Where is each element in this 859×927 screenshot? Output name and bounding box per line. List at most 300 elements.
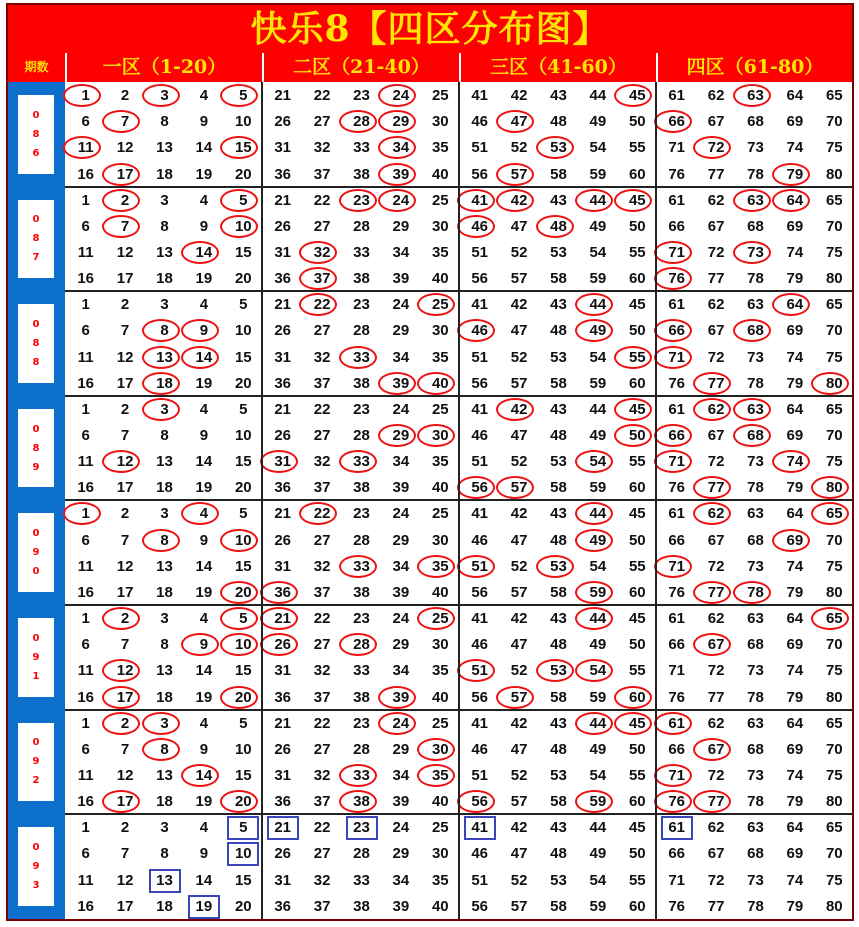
lottery-number: 75	[825, 348, 843, 366]
lottery-number: 52	[510, 348, 528, 366]
lottery-number: 76	[668, 270, 686, 288]
lottery-number: 38	[353, 165, 370, 183]
lottery-number: 22	[313, 505, 331, 523]
lottery-number: 42	[510, 610, 528, 628]
lottery-number: 6	[81, 427, 90, 445]
lottery-number: 69	[786, 113, 804, 131]
lottery-number: 22	[313, 87, 331, 105]
lottery-number: 55	[628, 139, 646, 157]
lottery-number: 31	[274, 243, 292, 261]
lottery-number: 29	[392, 113, 410, 131]
lottery-number: 26	[274, 322, 292, 340]
lottery-number: 63	[747, 296, 764, 314]
lottery-number: 44	[589, 714, 607, 732]
lottery-number: 56	[471, 793, 489, 811]
lottery-number: 77	[707, 374, 725, 392]
lottery-number: 16	[77, 479, 95, 497]
lottery-number: 8	[160, 427, 169, 445]
lottery-number: 11	[77, 453, 94, 471]
lottery-number: 10	[234, 636, 252, 654]
lottery-number: 35	[431, 766, 449, 784]
lottery-number: 12	[116, 453, 134, 471]
lottery-number: 40	[431, 897, 449, 915]
lottery-number: 4	[199, 714, 209, 732]
lottery-number: 42	[510, 191, 528, 209]
lottery-number: 25	[431, 296, 449, 314]
period-digit: 9	[32, 651, 40, 663]
lottery-number: 24	[392, 610, 410, 628]
lottery-number: 6	[81, 636, 90, 654]
lottery-number: 1	[81, 400, 90, 418]
lottery-number: 32	[313, 243, 331, 261]
lottery-number: 77	[707, 793, 725, 811]
lottery-number: 70	[825, 531, 843, 549]
lottery-number: 26	[274, 845, 292, 863]
lottery-number: 54	[589, 243, 607, 261]
lottery-number: 35	[431, 662, 449, 680]
lottery-number: 57	[510, 479, 528, 497]
lottery-number: 5	[239, 714, 248, 732]
lottery-number: 79	[786, 583, 804, 601]
lottery-number: 51	[471, 871, 489, 889]
lottery-number: 32	[313, 766, 331, 784]
lottery-number: 44	[589, 400, 607, 418]
lottery-number: 32	[313, 662, 331, 680]
lottery-number: 32	[313, 453, 331, 471]
lottery-number: 17	[116, 479, 134, 497]
lottery-number: 8	[160, 740, 169, 758]
lottery-number: 13	[156, 871, 173, 889]
lottery-number: 23	[353, 87, 370, 105]
lottery-number: 74	[786, 871, 804, 889]
lottery-number: 2	[120, 505, 130, 523]
lottery-number: 47	[510, 845, 528, 863]
lottery-number: 76	[668, 374, 686, 392]
lottery-number: 40	[431, 165, 449, 183]
lottery-number: 42	[510, 505, 528, 523]
lottery-number: 35	[431, 139, 449, 157]
lottery-number: 9	[199, 845, 209, 863]
lottery-number: 67	[707, 322, 725, 340]
lottery-number: 16	[77, 583, 95, 601]
lottery-number: 42	[510, 87, 528, 105]
lottery-number: 80	[825, 583, 843, 601]
lottery-number: 30	[431, 427, 449, 445]
period-label	[18, 827, 54, 906]
lottery-number: 59	[589, 165, 607, 183]
lottery-number: 10	[234, 217, 252, 235]
lottery-number: 6	[81, 531, 90, 549]
lottery-number: 27	[313, 845, 331, 863]
lottery-number: 75	[825, 766, 843, 784]
lottery-number: 73	[747, 871, 764, 889]
lottery-number: 43	[550, 505, 567, 523]
lottery-number: 55	[628, 453, 646, 471]
lottery-number: 6	[81, 322, 90, 340]
lottery-number: 11	[77, 139, 94, 157]
lottery-number: 35	[431, 243, 449, 261]
lottery-number: 10	[234, 740, 252, 758]
lottery-number: 26	[274, 531, 292, 549]
lottery-number: 57	[510, 793, 528, 811]
lottery-number: 43	[550, 87, 567, 105]
lottery-number: 65	[825, 610, 843, 628]
lottery-number: 67	[707, 845, 725, 863]
period-digit: 0	[32, 109, 40, 121]
period-digit: 0	[32, 632, 40, 644]
lottery-number: 11	[77, 662, 94, 680]
lottery-number: 73	[747, 453, 764, 471]
lottery-number: 48	[550, 113, 567, 131]
lottery-number: 69	[786, 322, 804, 340]
lottery-number: 1	[81, 819, 90, 837]
lottery-number: 56	[471, 374, 489, 392]
lottery-number: 49	[589, 845, 607, 863]
lottery-number: 25	[431, 505, 449, 523]
lottery-number: 46	[471, 845, 489, 863]
lottery-number: 19	[195, 688, 213, 706]
lottery-number: 53	[550, 348, 567, 366]
lottery-number: 24	[392, 505, 410, 523]
lottery-number: 39	[392, 793, 410, 811]
lottery-number: 66	[668, 636, 686, 654]
lottery-number: 9	[199, 427, 209, 445]
lottery-number: 33	[353, 871, 370, 889]
lottery-number: 12	[116, 243, 134, 261]
lottery-number: 59	[589, 897, 607, 915]
lottery-number: 29	[392, 531, 410, 549]
zone4-header: 四区（61-80）	[656, 53, 852, 82]
lottery-number: 23	[353, 400, 370, 418]
lottery-number: 9	[199, 740, 209, 758]
lottery-number: 15	[234, 453, 252, 471]
lottery-number: 67	[707, 636, 725, 654]
lottery-number: 38	[353, 479, 370, 497]
lottery-number: 49	[589, 531, 607, 549]
lottery-number: 53	[550, 871, 567, 889]
lottery-number: 4	[199, 505, 209, 523]
lottery-number: 33	[353, 348, 370, 366]
period-label	[18, 304, 54, 383]
lottery-number: 15	[234, 243, 252, 261]
lottery-number: 34	[392, 453, 410, 471]
lottery-number: 53	[550, 453, 567, 471]
lottery-number: 6	[81, 113, 90, 131]
lottery-number: 77	[707, 583, 725, 601]
lottery-number: 37	[313, 583, 331, 601]
lottery-number: 31	[274, 871, 292, 889]
lottery-number: 66	[668, 322, 686, 340]
lottery-number: 78	[747, 479, 764, 497]
lottery-number: 36	[274, 374, 292, 392]
lottery-number: 12	[116, 871, 134, 889]
lottery-number: 52	[510, 453, 528, 471]
lottery-number: 66	[668, 113, 686, 131]
lottery-number: 36	[274, 270, 292, 288]
lottery-number: 53	[550, 766, 567, 784]
lottery-number: 15	[234, 662, 252, 680]
lottery-number: 28	[353, 427, 370, 445]
lottery-number: 54	[589, 348, 607, 366]
lottery-number: 76	[668, 479, 686, 497]
lottery-number: 67	[707, 740, 725, 758]
zone-divider	[458, 82, 460, 919]
lottery-number: 77	[707, 479, 725, 497]
lottery-number: 40	[431, 479, 449, 497]
lottery-number: 42	[510, 714, 528, 732]
lottery-number: 10	[234, 531, 252, 549]
lottery-number: 49	[589, 217, 607, 235]
lottery-number: 59	[589, 374, 607, 392]
period-digit: 0	[32, 423, 40, 435]
lottery-number: 13	[156, 139, 173, 157]
lottery-number: 21	[274, 505, 292, 523]
lottery-number: 45	[628, 819, 646, 837]
lottery-number: 46	[471, 427, 489, 445]
lottery-number: 41	[471, 191, 489, 209]
lottery-number: 23	[353, 610, 370, 628]
lottery-number: 58	[550, 897, 567, 915]
lottery-number: 39	[392, 165, 410, 183]
lottery-number: 47	[510, 427, 528, 445]
lottery-number: 34	[392, 243, 410, 261]
lottery-number: 33	[353, 766, 370, 784]
lottery-number: 50	[628, 322, 646, 340]
period-digit: 8	[32, 128, 40, 140]
lottery-number: 39	[392, 479, 410, 497]
lottery-number: 78	[747, 897, 764, 915]
lottery-number: 35	[431, 348, 449, 366]
lottery-number: 10	[234, 322, 252, 340]
lottery-number: 66	[668, 217, 686, 235]
lottery-number: 62	[707, 610, 725, 628]
lottery-number: 31	[274, 139, 292, 157]
lottery-number: 59	[589, 793, 607, 811]
lottery-number: 12	[116, 348, 134, 366]
lottery-number: 54	[589, 871, 607, 889]
lottery-number: 69	[786, 531, 804, 549]
lottery-number: 42	[510, 400, 528, 418]
lottery-number: 75	[825, 453, 843, 471]
lottery-number: 51	[471, 766, 489, 784]
lottery-number: 72	[707, 871, 725, 889]
lottery-number: 52	[510, 766, 528, 784]
lottery-number: 78	[747, 374, 764, 392]
lottery-number: 61	[668, 610, 686, 628]
lottery-number: 41	[471, 610, 489, 628]
lottery-number: 60	[628, 374, 646, 392]
lottery-number: 15	[234, 557, 252, 575]
lottery-number: 26	[274, 740, 292, 758]
lottery-number: 63	[747, 610, 764, 628]
lottery-number: 18	[156, 583, 173, 601]
lottery-number: 45	[628, 400, 646, 418]
lottery-number: 4	[199, 296, 209, 314]
lottery-number: 27	[313, 217, 331, 235]
lottery-number: 58	[550, 270, 567, 288]
lottery-number: 47	[510, 217, 528, 235]
lottery-number: 11	[77, 348, 94, 366]
lottery-number: 61	[668, 400, 686, 418]
lottery-number: 64	[786, 296, 804, 314]
lottery-number: 11	[77, 871, 94, 889]
lottery-number: 5	[239, 191, 248, 209]
lottery-number: 72	[707, 557, 725, 575]
lottery-number: 48	[550, 427, 567, 445]
lottery-number: 7	[120, 113, 130, 131]
lottery-number: 78	[747, 688, 764, 706]
period-digit: 9	[32, 547, 40, 559]
lottery-number: 7	[120, 845, 130, 863]
lottery-number: 71	[668, 139, 686, 157]
lottery-number: 74	[786, 243, 804, 261]
lottery-number: 45	[628, 191, 646, 209]
lottery-number: 54	[589, 139, 607, 157]
lottery-number: 54	[589, 662, 607, 680]
lottery-number: 56	[471, 270, 489, 288]
lottery-number: 47	[510, 740, 528, 758]
lottery-number: 31	[274, 766, 292, 784]
lottery-number: 61	[668, 191, 686, 209]
lottery-number: 30	[431, 740, 449, 758]
lottery-number: 19	[195, 583, 213, 601]
lottery-number: 24	[392, 400, 410, 418]
period-label	[18, 409, 54, 488]
lottery-number: 78	[747, 793, 764, 811]
period-digit: 6	[32, 147, 40, 159]
lottery-number: 52	[510, 139, 528, 157]
lottery-number: 52	[510, 871, 528, 889]
lottery-number: 70	[825, 740, 843, 758]
lottery-number: 22	[313, 296, 331, 314]
lottery-number: 41	[471, 714, 489, 732]
lottery-number: 3	[160, 714, 169, 732]
lottery-number: 42	[510, 296, 528, 314]
lottery-number: 16	[77, 270, 95, 288]
lottery-number: 65	[825, 400, 843, 418]
lottery-number: 45	[628, 296, 646, 314]
lottery-number: 8	[160, 217, 169, 235]
lottery-number: 59	[589, 270, 607, 288]
lottery-number: 70	[825, 217, 843, 235]
lottery-number: 36	[274, 897, 292, 915]
lottery-number: 61	[668, 296, 686, 314]
lottery-number: 67	[707, 531, 725, 549]
period-digit: 0	[32, 318, 40, 330]
lottery-number: 25	[431, 87, 449, 105]
lottery-number: 64	[786, 505, 804, 523]
lottery-number: 21	[274, 400, 292, 418]
lottery-number: 3	[160, 400, 169, 418]
lottery-number: 19	[195, 897, 213, 915]
lottery-number: 79	[786, 165, 804, 183]
lottery-number: 14	[195, 766, 213, 784]
lottery-number: 63	[747, 714, 764, 732]
lottery-number: 41	[471, 400, 489, 418]
lottery-number: 67	[707, 113, 725, 131]
lottery-number: 42	[510, 819, 528, 837]
period-digit: 9	[32, 461, 40, 473]
lottery-number: 3	[160, 505, 169, 523]
lottery-number: 53	[550, 139, 567, 157]
lottery-number: 7	[120, 217, 130, 235]
lottery-number: 60	[628, 165, 646, 183]
lottery-number: 21	[274, 191, 292, 209]
lottery-number: 68	[747, 217, 764, 235]
lottery-number: 5	[239, 400, 248, 418]
lottery-number: 18	[156, 897, 173, 915]
lottery-number: 51	[471, 453, 489, 471]
lottery-number: 3	[160, 191, 169, 209]
lottery-number: 2	[120, 296, 130, 314]
lottery-number: 12	[116, 662, 134, 680]
lottery-number: 72	[707, 243, 725, 261]
lottery-number: 14	[195, 662, 213, 680]
lottery-number: 34	[392, 662, 410, 680]
lottery-number: 77	[707, 897, 725, 915]
lottery-number: 32	[313, 557, 331, 575]
lottery-number: 79	[786, 793, 804, 811]
lottery-number: 31	[274, 662, 292, 680]
lottery-number: 73	[747, 766, 764, 784]
lottery-number: 13	[156, 453, 173, 471]
lottery-number: 74	[786, 662, 804, 680]
lottery-number: 41	[471, 296, 489, 314]
lottery-number: 71	[668, 662, 686, 680]
lottery-number: 37	[313, 270, 331, 288]
lottery-number: 29	[392, 427, 410, 445]
period-digit: 8	[32, 442, 40, 454]
lottery-number: 17	[116, 270, 134, 288]
lottery-number: 40	[431, 688, 449, 706]
lottery-number: 69	[786, 845, 804, 863]
period-label	[18, 200, 54, 279]
lottery-number: 64	[786, 400, 804, 418]
lottery-number: 66	[668, 531, 686, 549]
lottery-number: 29	[392, 740, 410, 758]
lottery-number: 3	[160, 87, 169, 105]
period-digit: 0	[32, 214, 40, 226]
lottery-number: 40	[431, 793, 449, 811]
lottery-number: 27	[313, 322, 331, 340]
period-digit: 0	[32, 528, 40, 540]
period-digit: 8	[32, 356, 40, 368]
lottery-number: 11	[77, 766, 94, 784]
lottery-number: 27	[313, 427, 331, 445]
lottery-number: 43	[550, 400, 567, 418]
lottery-number: 45	[628, 87, 646, 105]
period-digit: 9	[32, 860, 40, 872]
lottery-number: 49	[589, 427, 607, 445]
lottery-number: 1	[81, 505, 90, 523]
lottery-number: 56	[471, 479, 489, 497]
lottery-number: 64	[786, 87, 804, 105]
zone-divider	[261, 82, 263, 919]
lottery-number: 71	[668, 348, 686, 366]
period-digit: 0	[32, 737, 40, 749]
lottery-number: 28	[353, 113, 370, 131]
lottery-number: 4	[199, 819, 209, 837]
lottery-number: 73	[747, 243, 764, 261]
lottery-number: 18	[156, 793, 173, 811]
lottery-number: 45	[628, 610, 646, 628]
lottery-number: 51	[471, 557, 489, 575]
lottery-number: 34	[392, 871, 410, 889]
lottery-number: 17	[116, 897, 134, 915]
lottery-number: 44	[589, 87, 607, 105]
lottery-number: 79	[786, 897, 804, 915]
lottery-number: 70	[825, 427, 843, 445]
